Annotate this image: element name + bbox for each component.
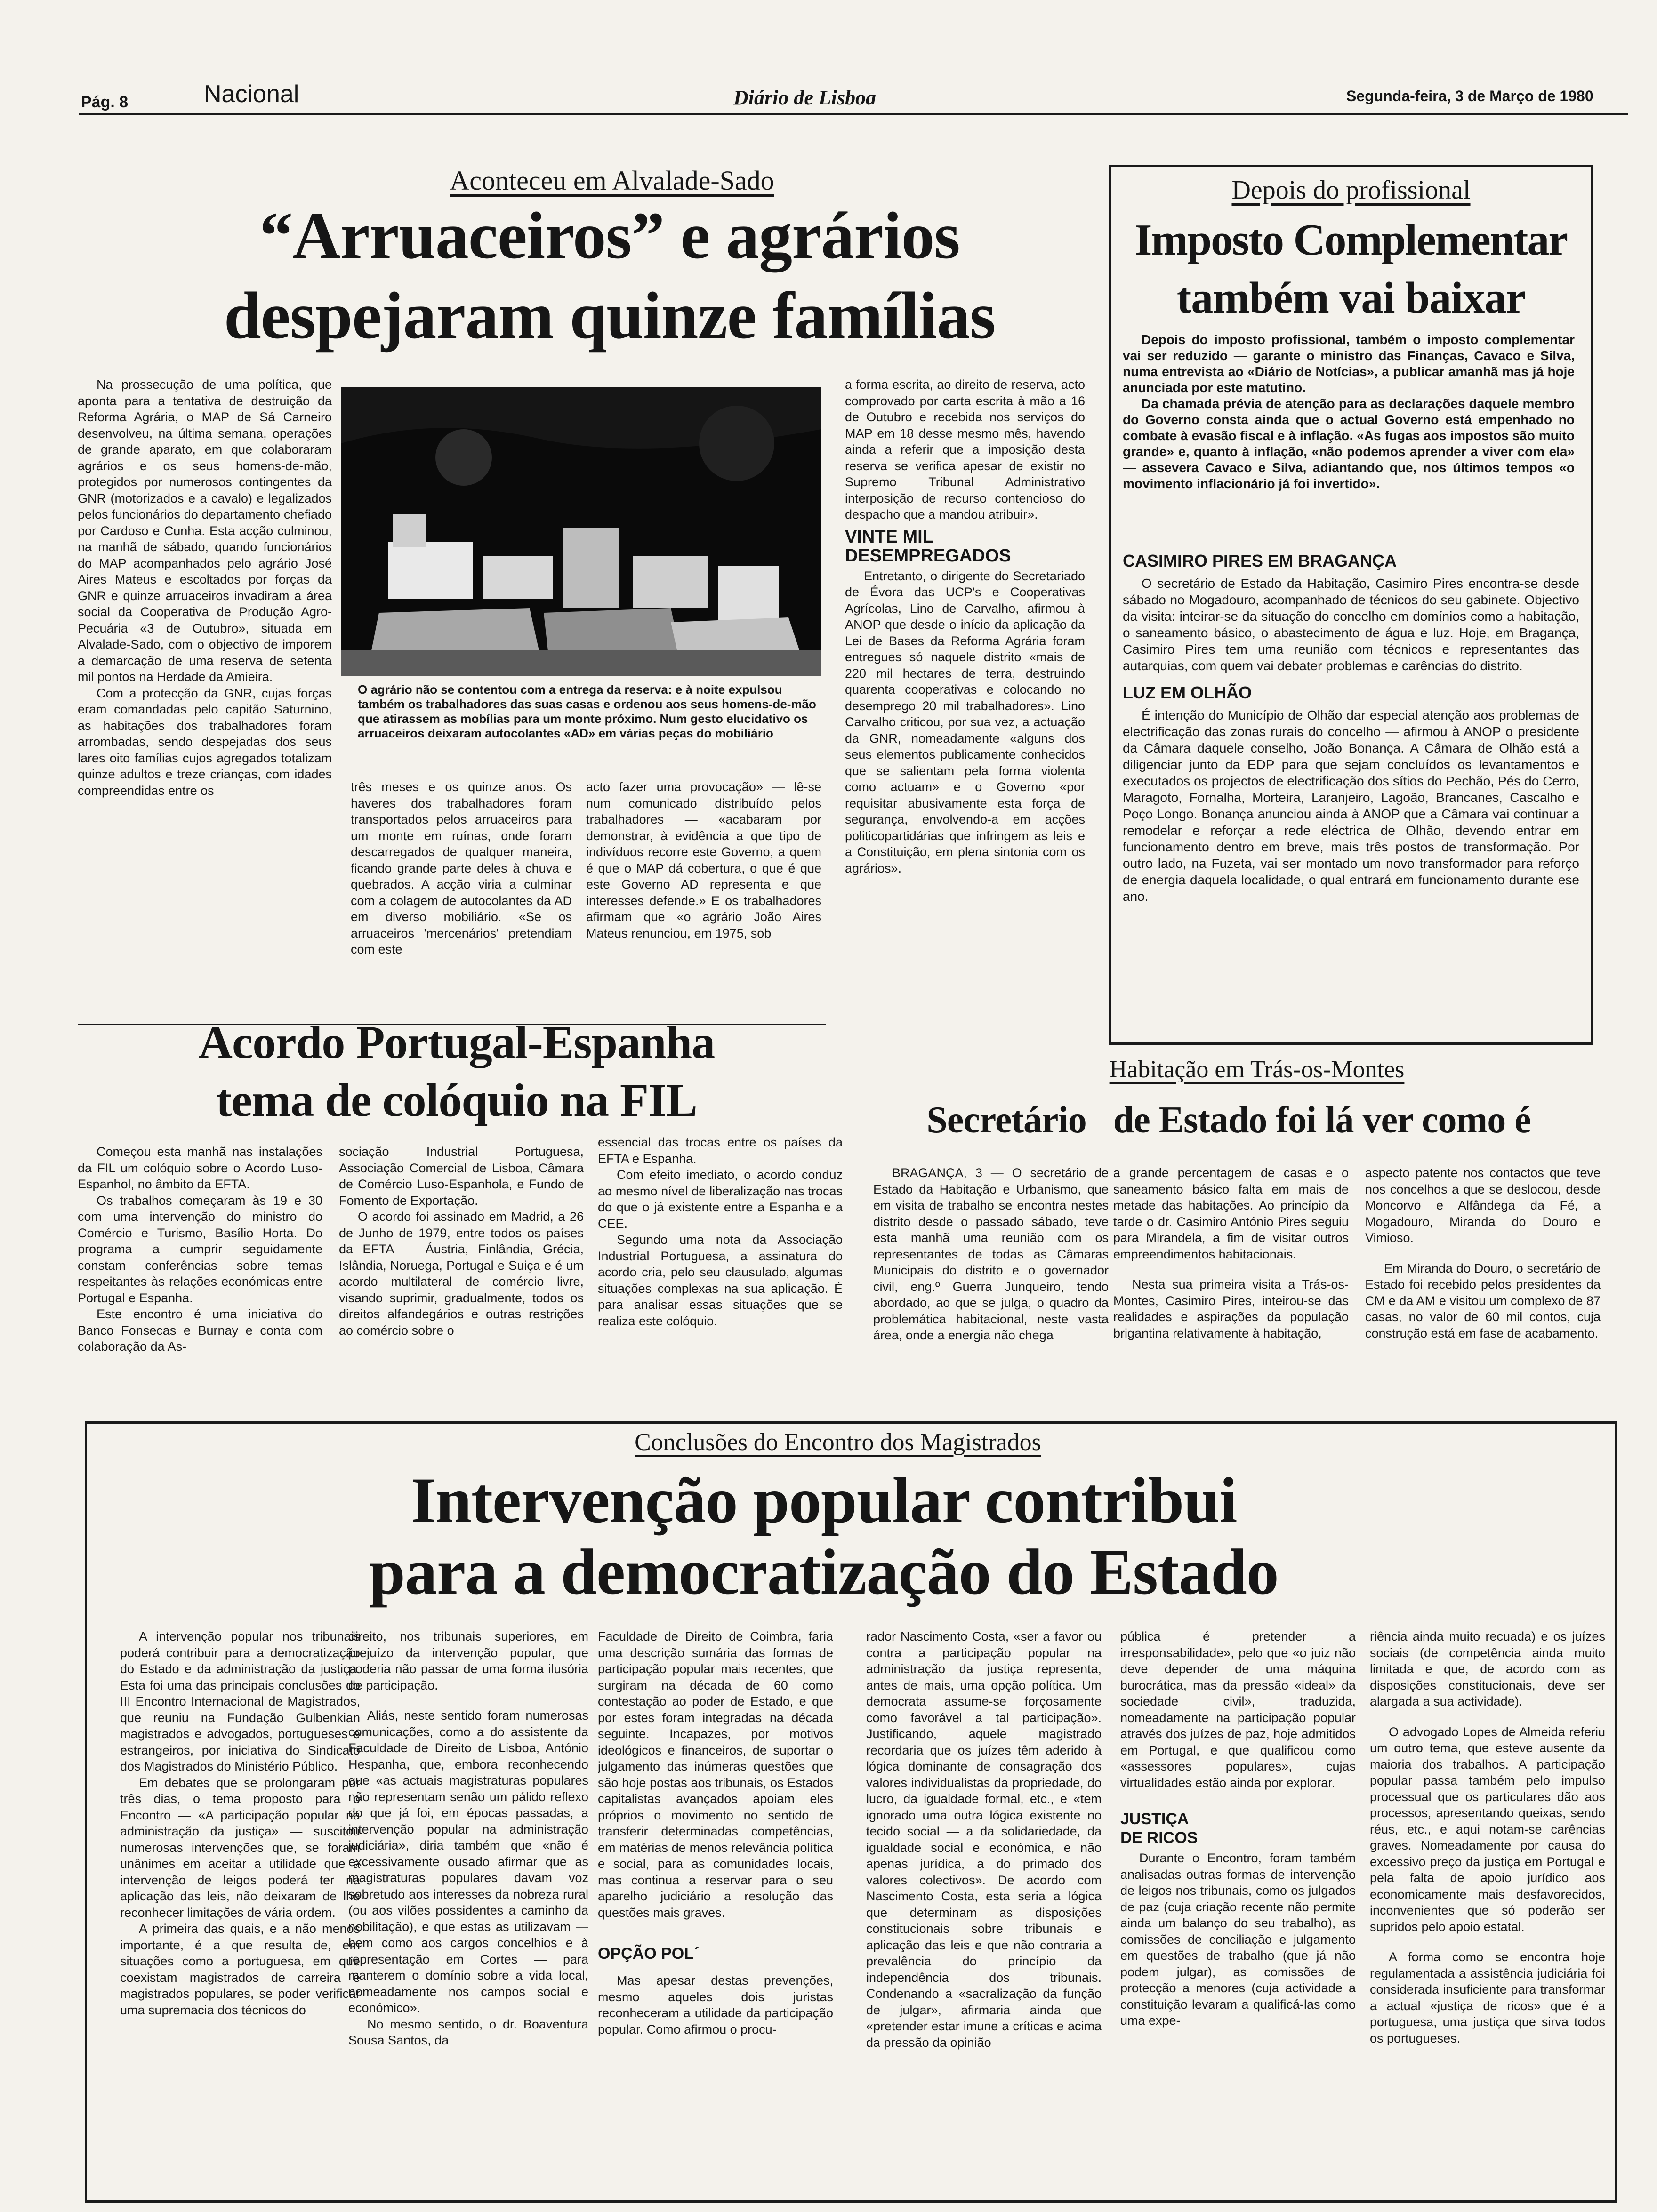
article2-headline-line2: tema de colóquio na FIL	[216, 1074, 697, 1126]
article4-paragraph: rador Nascimento Costa, «ser a favor ou contra a participação popular na administração da justiça representa, antes de mais, uma opção política. Um democrata assume-se forçosamente como favorável a tal participação». Justificando, aquele magistrado recordaria que os juízes têm aderido à lógica dominante de consagração dos valores individualistas da propriedade, do lucro, da igualdade formal, etc., e «tem ignorado uma outra lógica existente no tecido social — a da solidariedade, da igualdade social e económica, e não apenas jurídica, a do primado dos valores colectivos». De acordo com Nascimento Costa, esta seria a lógica que determinam as disposições constitucionais sobre tribunais e aplicação das leis e que não contraria a prevalência do princípio da independência dos tribunais. Condenando a «sacralização da função de julgar», afirmaria ainda que «pretender estar imune a críticas e acima da pressão da opinião	[866, 1629, 1102, 2050]
article4-paragraph: pública é pretender a irresponsabilidade», pelo que «o juiz não deve depender de uma máquina burocrática, mas da pressão «ideal» da sociedade civil», traduzida, nomeadamente na participação popular através dos juízes de paz, hoje admitidos em Portugal, e que qualificou como «assessores populares», cujas virtualidades estão ainda por explorar.	[1120, 1629, 1356, 1790]
article4-column-2	[348, 1628, 588, 2198]
article1-kicker: Aconteceu em Alvalade-Sado	[450, 165, 774, 196]
article4-paragraph: O advogado Lopes de Almeida referiu um outro tema, que esteve ausente da maioria dos trabalhos. A participação popular passa também pelo impulso processual que os particulares dão aos processos, apresentando queixas, sendo réus, etc., e aqui notam-se carências graves. Nomeadamente por causa do excessivo preço da justiça em Portugal e pela falta de apoio jurídico aos economicamente mais desfavorecidos, inconvenientes que só poderão ser supridos pelo apoio estatal.	[1370, 1724, 1605, 1934]
article4-subhead-justica: JUSTIÇA DE RICOS	[1120, 1810, 1198, 1847]
sidebar-kicker: Depois do profissional	[1231, 176, 1471, 205]
article4-paragraph: A forma como se encontra hoje regulamentada a assistência judiciária foi considerada insuficiente para transformar a actual «justiça de ricos» que é a portuguesa, uma justiça que sirva todos os portugueses.	[1370, 1950, 1605, 2045]
article4-headline-line1: Intervenção popular contribui	[410, 1464, 1237, 1536]
article4-headline-line2: para a democratização do Estado	[369, 1536, 1279, 1608]
section-name: Nacional	[204, 80, 299, 108]
article4-paragraph: No mesmo sentido, o dr. Boaventura Sousa Santos, da	[348, 2017, 588, 2047]
sidebar-paragraph: O secretário de Estado da Habitação, Casimiro Pires encontra-se desde sábado no Mogadouro, acompanhado de técnicos do seu gabinete. Objectivo da visita: inteirar-se da situação do concelho em domínios como a habitação, o saneamento básico, o abastecimento de água e luz. Hoje, em Bragança, Casimiro Pires tem uma reunião com técnicos e representantes das autarquias, com quem vai debater problemas e carências do distrito.	[1123, 576, 1579, 673]
article4-column-6	[1370, 1628, 1605, 2198]
article4-paragraph: Em debates que se prolongaram por três dias, o tema proposto para o Encontro — «A participação popular na administração da justiça» — suscitou numerosas intervenções que, se foram unânimes em aceitar a utilidade que a intervenção de leigos poderá ter na aplicação das leis, não deixaram de lhe reconhecer limitações de vária ordem.	[120, 1775, 360, 1920]
newspaper-name: Diário de Lisboa	[733, 86, 877, 109]
article1-photo-caption: O agrário não se contentou com a entrega da reserva: e à noite expulsou também os trabalhadores das suas casas e ordenou aos seus homens-de-mão que atirassem as mobílias para um monte próximo. Num gesto elucidativo os arruaceiros deixaram autocolantes «AD» em várias peças do mobiliário	[358, 682, 816, 740]
article1-paragraph: acto fazer uma provocação» — lê-se num comunicado distribuído pelos trabalhadores — «acabaram por demonstrar, à evidência a que tipo de indivíduos recorre este Governo, a quem é que o MAP dá cobertura, o que é que este Governo AD representa e que interesses defende.» E os trabalhadores afirmam que «o agrário João Aires Mateus renunciou, em 1975, sob	[586, 780, 821, 940]
article1-headline-line2: despejaram quinze famílias	[224, 278, 996, 353]
article1-photo	[341, 387, 821, 676]
article2-paragraph: Os trabalhos começaram às 19 e 30 com uma intervenção do ministro do Comércio e Turismo, Basílio Horta. Do programa a cumprir seguidamente constam conferências sobre temas respeitantes às relações económicas entre Portugal e Espanha.	[78, 1193, 322, 1305]
article2-column-3	[598, 1134, 843, 1407]
article4-paragraph: Mas apesar destas prevenções, mesmo aqueles dois juristas reconheceram a utilidade da participação popular. Como afirmou o procu-	[598, 1973, 833, 2036]
article4-paragraph: direito, nos tribunais superiores, em prejuízo da intervenção popular, que poderia não passar de uma forma ilusória de participação.	[348, 1629, 588, 1692]
article4-paragraph: A primeira das quais, e a não menos importante, é a que resulta de, em situações como a portuguesa, em que coexistam magistrados de carreira e magistrados populares, se poder verificar uma supremacia dos técnicos do	[120, 1922, 360, 2017]
article3-paragraph: Em Miranda do Douro, o secretário de Estado foi recebido pelos presidentes da CM e da AM e visitou um complexo de 87 casas, no valor de 60 mil contos, cuja construção está em fase de acabamento.	[1365, 1261, 1601, 1340]
sidebar-lead	[1123, 332, 1575, 544]
article1-column-2	[351, 779, 572, 1017]
sidebar-headline-line1: Imposto Complementar	[1134, 216, 1568, 264]
article2-paragraph: Começou esta manhã nas instalações da FIL um colóquio sobre o Acordo Luso-Espanhol, no âmbito da EFTA.	[78, 1145, 322, 1191]
article2-column-2	[339, 1144, 584, 1407]
page-number: Pág. 8	[81, 93, 129, 111]
article4-kicker: Conclusões do Encontro dos Magistrados	[635, 1429, 1041, 1456]
sidebar-lead-paragraph: Depois do imposto profissional, também o imposto complementar vai ser reduzido — garante o ministro das Finanças, Cavaco e Silva, numa entrevista ao «Diário de Notícias», a publicar amanhã mas já hoje anunciada por este matutino.	[1123, 332, 1575, 395]
article1-paragraph: a forma escrita, ao direito de reserva, acto comprovado por carta escrita à mão a 16 de Outubro e recebida nos serviços do MAP em 18 desse mesmo mês, havendo ainda a referir que a imposição desta reserva se verifica apesar de existir no Supremo Tribunal Administrativo interposição de recurso contencioso do despacho que a mandou atribuir».	[845, 377, 1085, 521]
article1-column-1	[78, 377, 332, 1017]
sidebar-paragraph: É intenção do Município de Olhão dar especial atenção aos problemas de electrificação das zonas rurais do concelho — afirmou à ANOP o presidente da Câmara daquele conselho, João Bonança. A Câmara de Olhão está a diligenciar junto da EDP para que sejam concluídos os levantamentos e executados os projectos de electrificação dos sítios do Pechão, Pés do Cerro, Maragoto, Fornalha, Morteira, Laranjeiro, Lagoão, Brancanes, Cascalho e Poço Longo. Bonança anunciou ainda à ANOP que a Câmara vai continuar a remodelar e reforçar a rede eléctrica de Olhão, devendo entrar em funcionamento dentro em breve, mais três postos de transformação. Por outro lado, na Fuzeta, vai ser montado um novo transformador para reforço de energia daquela localidade, o qual entrará em funcionamento durante ese ano.	[1123, 708, 1579, 904]
article3-column-1	[873, 1165, 1109, 1410]
article2-paragraph: Com efeito imediato, o acordo conduz ao mesmo nível de liberalização nas trocas do que o já existente entre a Espanha e a CEE.	[598, 1168, 843, 1231]
article3-paragraph: BRAGANÇA, 3 — O secretário de Estado da Habitação e Urbanismo, que em visita de trabalho se encontra nestes distrito desde o passado sábado, teve esta manhã uma reunião com os representantes de todas as Câmaras Municipais do distrito e o governador civil, eng.º Guerra Junqueiro, tendo abordado, ao que se julga, o quadro da problemática habitacional, neste vasta área, onde a energia não chega	[873, 1166, 1109, 1342]
article3-headline: Secretário de Estado foi lá ver como é	[926, 1099, 1531, 1141]
article2-paragraph: Segundo uma nota da Associação Industrial Portuguesa, a assinatura do acordo cria, pelo seu clausulado, algumas situações complexas na sua aplicação. É para analisar essas situações que se realiza este colóquio.	[598, 1233, 843, 1328]
article4-column-4	[866, 1628, 1102, 2198]
issue-date: Segunda-feira, 3 de Março de 1980	[1346, 88, 1593, 104]
article4-column-3	[598, 1628, 833, 2198]
article2-paragraph: Este encontro é uma iniciativa do Banco Fonsecas e Burnay e conta com colaboração da As-	[78, 1307, 322, 1354]
article3-column-2	[1113, 1165, 1349, 1410]
article1-headline-line1: “Arruaceiros” e agrários	[259, 198, 960, 272]
article1-paragraph: Na prossecução de uma política, que aponta para a tentativa de destruição da Reforma Agrária, o MAP de Sá Carneiro desenvolveu, na última semana, operações de grande aparato, em que colaboraram agrários e os seus homens-de-mão, protegidos por numerosos contingentes da GNR (motorizados e a cavalo) e legalizados pelos funcionários do departamento chefiado por Cardoso e Cunha. Esta acção culminou, na manhã de sábado, quando funcionários do MAP acompanhados pelo agrário José Aires Mateus e escoltados por forças da GNR e quinze arruaceiros invadiram a área social da Cooperativa de Produção Agro-Pecuária «3 de Outubro», situada em Alvalade-Sado, com o objectivo de imporem a demarcação de uma reserva de setenta mil pontos na Herdade da Amieira.	[78, 377, 332, 684]
article2-headline-line1: Acordo Portugal-Espanha	[198, 1016, 715, 1068]
article4-column-1	[120, 1628, 360, 2198]
article2-column-1	[78, 1144, 322, 1407]
sidebar-subhead-olhao: LUZ EM OLHÃO	[1123, 683, 1252, 702]
article4-paragraph: A intervenção popular nos tribunais poderá contribuir para a democratização do Estado e da administração da justiça. Esta foi uma das principais conclusões do III Encontro Internacional de Magistrados, que reuniu na Fundação Gulbenkian magistrados e advogados, portugueses e estrangeiros, por iniciativa do Sindicato dos Magistrados do Ministério Público.	[120, 1629, 360, 1773]
article4-paragraph: Aliás, neste sentido foram numerosas comunicações, como a do assistente da Faculdade de Direito de Lisboa, António Hespanha, que, embora reconhecendo que «as actuais magistraturas populares não representam senão um pálido reflexo do que já foi, em épocas passadas, a intervenção popular na administração judiciária», diria também que «não é excessivamente ousado afirmar que as magistraturas populares davam voz sobretudo aos interesses da nobreza rural (ou aos vilões possidentes a caminho da nobilitação), e que estas as utilizavam — bem como aos cargos concelhios e à representação em Cortes — para manterem o domínio sobre a vida local, nomeadamente nos campos social e económico».	[348, 1708, 588, 2015]
article3-paragraph: Nesta sua primeira visita a Trás-os-Montes, Casimiro Pires, inteirou-se das realidades e aspirações da população brigantina relativamente à habitação,	[1113, 1277, 1349, 1340]
sidebar-subhead-casimiro: CASIMIRO PIRES EM BRAGANÇA	[1123, 551, 1397, 570]
article1-subhead: VINTE MIL DESEMPREGADOS	[845, 527, 1011, 566]
sidebar-body	[1123, 546, 1579, 1040]
article4-column-5	[1120, 1628, 1356, 2198]
article1-column-3	[586, 779, 821, 1017]
article3-paragraph: aspecto patente nos contactos que teve nos concelhos a que se deslocou, desde Moncorvo e Alfândega da Fé, a Mogadouro, Miranda do Douro e Vimioso.	[1365, 1166, 1601, 1245]
sidebar-lead-paragraph: Da chamada prévia de atenção para as declarações daquele membro do Governo consta ainda que o actual Governo está empenhado no combate à evasão fiscal e à inflação. «As fugas aos impostos são muito grande» e, quanto à inflação, «não podemos aprender a viver com ela» — assevera Cavaco e Silva, adiantando que, nos últimos tempos «o movimento inflacionário já foi invertido».	[1123, 396, 1575, 491]
article4-paragraph: Durante o Encontro, foram também analisadas outras formas de intervenção de leigos nos tribunais, como os julgados de paz (cuja criação recente não permite ainda um balanço do seu trabalho), as comissões de conciliação e julgamento em questões de trabalho (que já não podem julgar), as comissões de protecção a menores (cuja actividade a constituição levaram a qualificá-las como uma expe-	[1120, 1851, 1356, 2028]
article4-paragraph: Faculdade de Direito de Coimbra, faria uma descrição sumária das formas de participação popular mais recentes, que surgiram na década de 60 como contestação ao poder de Estado, e que por estes foram integradas na década seguinte. Incapazes, por motivos ideológicos e financeiros, de suportar o julgamento das inúmeras questões que são hoje postas aos tribunais, os Estados capitalistas avançados apoiam eles próprios o movimento no sentido de transferir determinadas competências, em matérias de menos relevância política e social, para as comunidades locais, mas continua a reservar para o seu aparelho judiciário a resolução das questões mais graves.	[598, 1629, 833, 1920]
article1-paragraph: três meses e os quinze anos. Os haveres dos trabalhadores foram transportados pelos arruaceiros para um monte em ruínas, onde foram descarregados de qualquer maneira, ficando grande parte deles à chuva e quebrados. A acção viria a culminar com a colagem de autocolantes da AD em diverso mobiliário. «Se os arruaceiros 'mercenários' pretendiam com este	[351, 780, 572, 956]
masthead-rule	[79, 113, 1628, 115]
article1-paragraph: Entretanto, o dirigente do Secretariado de Évora das UCP's e Cooperativas Agrícolas, Lino de Carvalho, afirmou à ANOP que desde o início da aplicação da Lei de Bases da Reforma Agrária foram entregues só naquele distrito «mais de 220 mil hectares de terra, destruindo quarenta cooperativas e colocando no desemprego 20 mil trabalhadores». Lino Carvalho criticou, por sua vez, a actuação da GNR, nomeadamente «alguns dos seus elementos publicamente conhecidos que se salientam pela forma violenta como actuam» e o Governo «por requisitar abusivamente esta força de segurança, envolvendo-a em acções politicopartidárias que infringem as leis e a Constituição, em plena sintonia com os agrários».	[845, 569, 1085, 875]
sidebar-headline-line2: também vai baixar	[1176, 273, 1526, 322]
article3-paragraph: a grande percentagem de casas e o saneamento básico falta em mais de metade das habitações. Ao princípio da tarde o dr. Casimiro António Pires seguiu para Mirandela, a fim de visitar outros empreendimentos habitacionais.	[1113, 1166, 1349, 1261]
article1-paragraph: Com a protecção da GNR, cujas forças eram comandadas pelo capitão Saturnino, as habitações dos trabalhadores foram arrombadas, sendo despejadas dos seus lares oito famílias cujos agregados totalizam quinze adultos e treze crianças, com idades compreendidas entre os	[78, 686, 332, 798]
article2-paragraph: O acordo foi assinado em Madrid, a 26 de Junho de 1979, entre todos os países da EFTA — Áustria, Finlândia, Grécia, Islândia, Noruega, Portugal e Suiça e é um acordo multilateral de comércio livre, visando suprimir, gradualmente, todos os direitos alfandegários e outras restrições ao comércio sobre o	[339, 1210, 584, 1338]
article2-paragraph: essencial das trocas entre os países da EFTA e Espanha.	[598, 1135, 843, 1166]
article4-paragraph: riência ainda muito recuada) e os juízes sociais (de competência ainda muito limitada e que, de acordo com as disposições constitucionais, deve ser alargada a sua actividade).	[1370, 1629, 1605, 1708]
night-scene-image	[341, 387, 821, 676]
article1-column-4	[845, 377, 1085, 1026]
article3-column-3	[1365, 1165, 1601, 1410]
article3-kicker: Habitação em Trás-os-Montes	[1109, 1056, 1405, 1083]
article2-paragraph: sociação Industrial Portuguesa, Associação Comercial de Lisboa, Câmara de Comércio Luso-Espanhola, e Fundo de Fomento de Exportação.	[339, 1145, 584, 1208]
article4-subhead-opcao: OPÇÃO POL´	[598, 1945, 700, 1963]
